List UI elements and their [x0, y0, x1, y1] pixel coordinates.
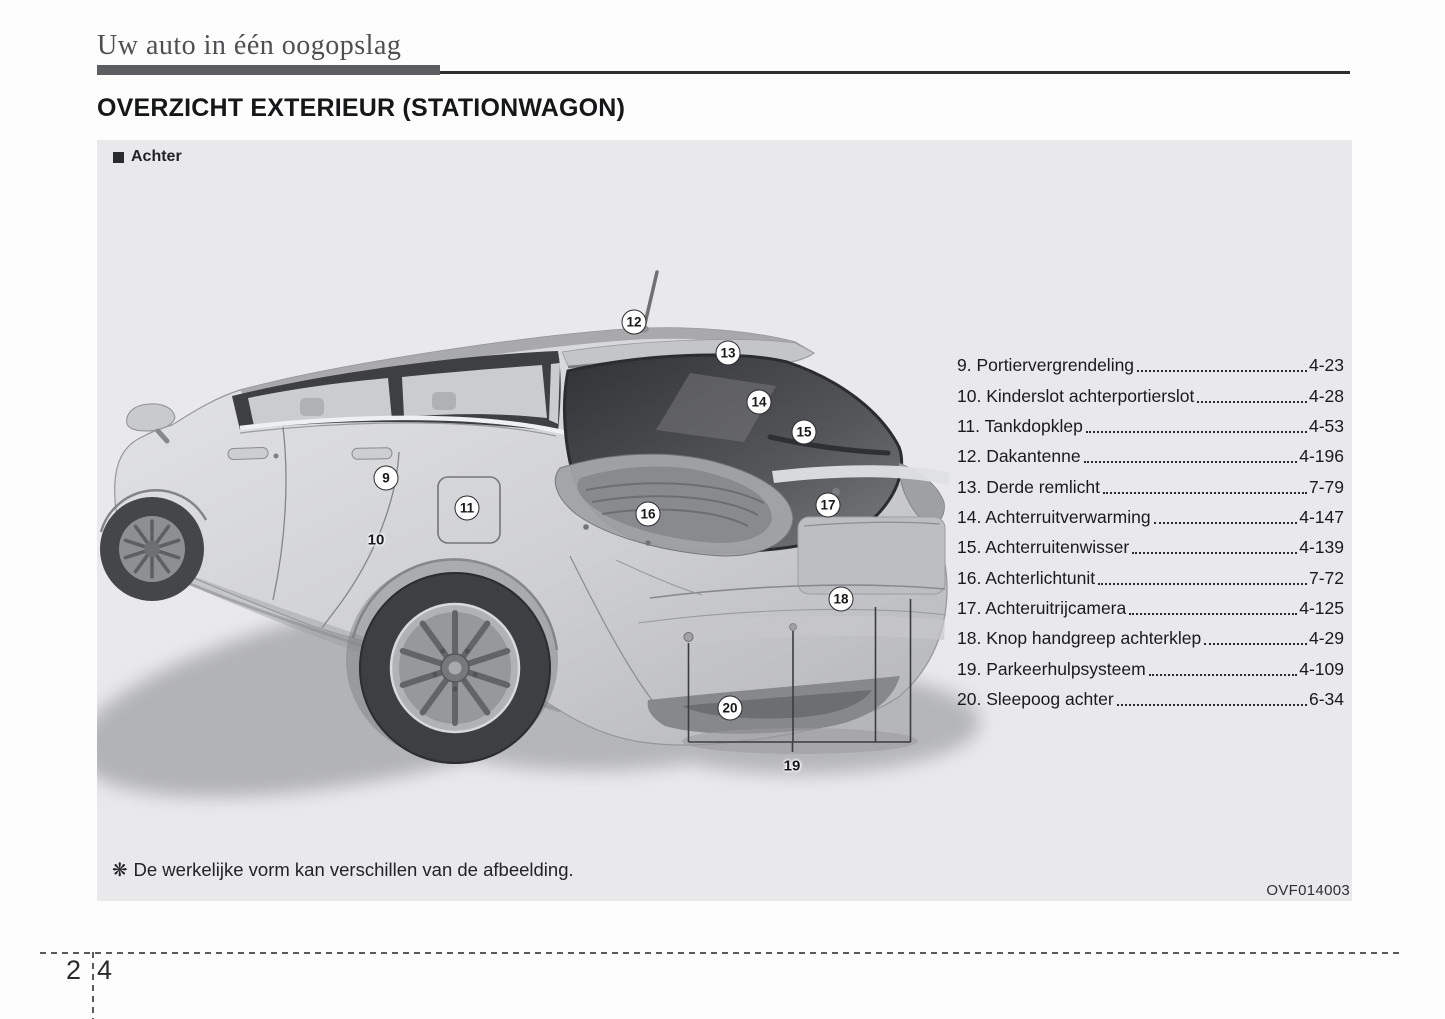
front-wheel	[100, 497, 204, 601]
header-accent-bar	[97, 65, 440, 75]
part-label: 10. Kinderslot achterportierslot	[957, 385, 1195, 406]
dot-leader	[1098, 583, 1307, 585]
dot-leader	[1129, 613, 1297, 615]
parts-list-item	[957, 558, 1344, 588]
callout-12: 12	[622, 310, 647, 335]
callout-13: 13	[716, 341, 741, 366]
dot-leader	[1197, 401, 1307, 403]
part-page-ref: 4-147	[1299, 507, 1344, 528]
parts-list-item	[957, 346, 1344, 376]
part-label: 17. Achteruitrijcamera	[957, 598, 1127, 619]
parts-list-item	[957, 376, 1344, 406]
part-page-ref: 6-34	[1308, 689, 1344, 710]
page-number: 4	[97, 955, 113, 985]
dot-leader	[1149, 674, 1298, 676]
parts-list-item	[957, 407, 1344, 437]
figure-code: OVF014003	[1266, 882, 1350, 899]
callout-16: 16	[636, 502, 661, 527]
footnote-symbol-icon: ❋	[112, 859, 128, 880]
callout-11: 11	[455, 496, 480, 521]
callout-18: 18	[829, 587, 854, 612]
parts-list-item	[957, 649, 1344, 679]
section-label-text: Achter	[131, 148, 182, 165]
parts-list-item	[957, 589, 1344, 619]
part-label: 12. Dakantenne	[957, 446, 1081, 467]
part-label: 14. Achterruitverwarming	[957, 507, 1151, 528]
parts-list-item	[957, 680, 1344, 710]
part-label: 15. Achterruitenwisser	[957, 537, 1130, 558]
callout-20: 20	[718, 696, 743, 721]
callout-19: 19	[783, 757, 801, 775]
running-header: Uw auto in één oogopslag	[97, 30, 402, 61]
chapter-number: 2	[66, 955, 82, 985]
figure-footnote	[112, 859, 574, 881]
parts-list-item	[957, 619, 1344, 649]
part-page-ref: 7-72	[1308, 567, 1344, 588]
page-title: OVERZICHT EXTERIEUR (STATIONWAGON)	[97, 94, 626, 122]
part-page-ref: 4-29	[1308, 628, 1344, 649]
dot-leader	[1084, 461, 1298, 463]
part-page-ref: 4-139	[1299, 537, 1344, 558]
part-page-ref: 4-125	[1299, 598, 1344, 619]
part-label: 11. Tankdopklep	[957, 416, 1083, 437]
part-label: 16. Achterlichtunit	[957, 567, 1096, 588]
part-label: 9. Portiervergrendeling	[957, 355, 1135, 376]
dot-leader	[1137, 370, 1307, 372]
callout-14: 14	[747, 390, 772, 415]
part-page-ref: 4-23	[1308, 355, 1344, 376]
rear-camera	[832, 488, 840, 496]
parts-list-item	[957, 437, 1344, 467]
parts-list-item	[957, 498, 1344, 528]
section-bullet-icon	[113, 152, 124, 163]
part-page-ref: 4-53	[1308, 416, 1344, 437]
callout-10: 10	[367, 531, 385, 549]
part-page-ref: 4-109	[1299, 658, 1344, 679]
parts-list-item	[957, 528, 1344, 558]
callout-17: 17	[816, 493, 841, 518]
part-page-ref: 4-28	[1308, 385, 1344, 406]
footer-divider-line	[92, 952, 94, 1019]
figure-panel	[97, 140, 1352, 901]
callout-9: 9	[374, 466, 399, 491]
dot-leader	[1154, 522, 1298, 524]
parts-list-item	[957, 467, 1344, 497]
parts-list	[957, 346, 1344, 710]
section-label	[113, 148, 182, 166]
part-label: 13. Derde remlicht	[957, 476, 1100, 497]
part-label: 20. Sleepoog achter	[957, 689, 1114, 710]
dot-leader	[1204, 643, 1307, 645]
footer-separator-line	[40, 952, 1403, 954]
part-label: 18. Knop handgreep achterklep	[957, 628, 1202, 649]
part-label: 19. Parkeerhulpsysteem	[957, 658, 1146, 679]
roof-antenna	[635, 272, 657, 333]
part-page-ref: 4-196	[1299, 446, 1344, 467]
footnote-text: De werkelijke vorm kan verschillen van de afbeelding.	[133, 859, 574, 880]
part-page-ref: 7-79	[1308, 476, 1344, 497]
dot-leader	[1117, 704, 1307, 706]
dot-leader	[1086, 431, 1307, 433]
callout-15: 15	[792, 420, 817, 445]
dot-leader	[1103, 492, 1307, 494]
dot-leader	[1132, 552, 1297, 554]
